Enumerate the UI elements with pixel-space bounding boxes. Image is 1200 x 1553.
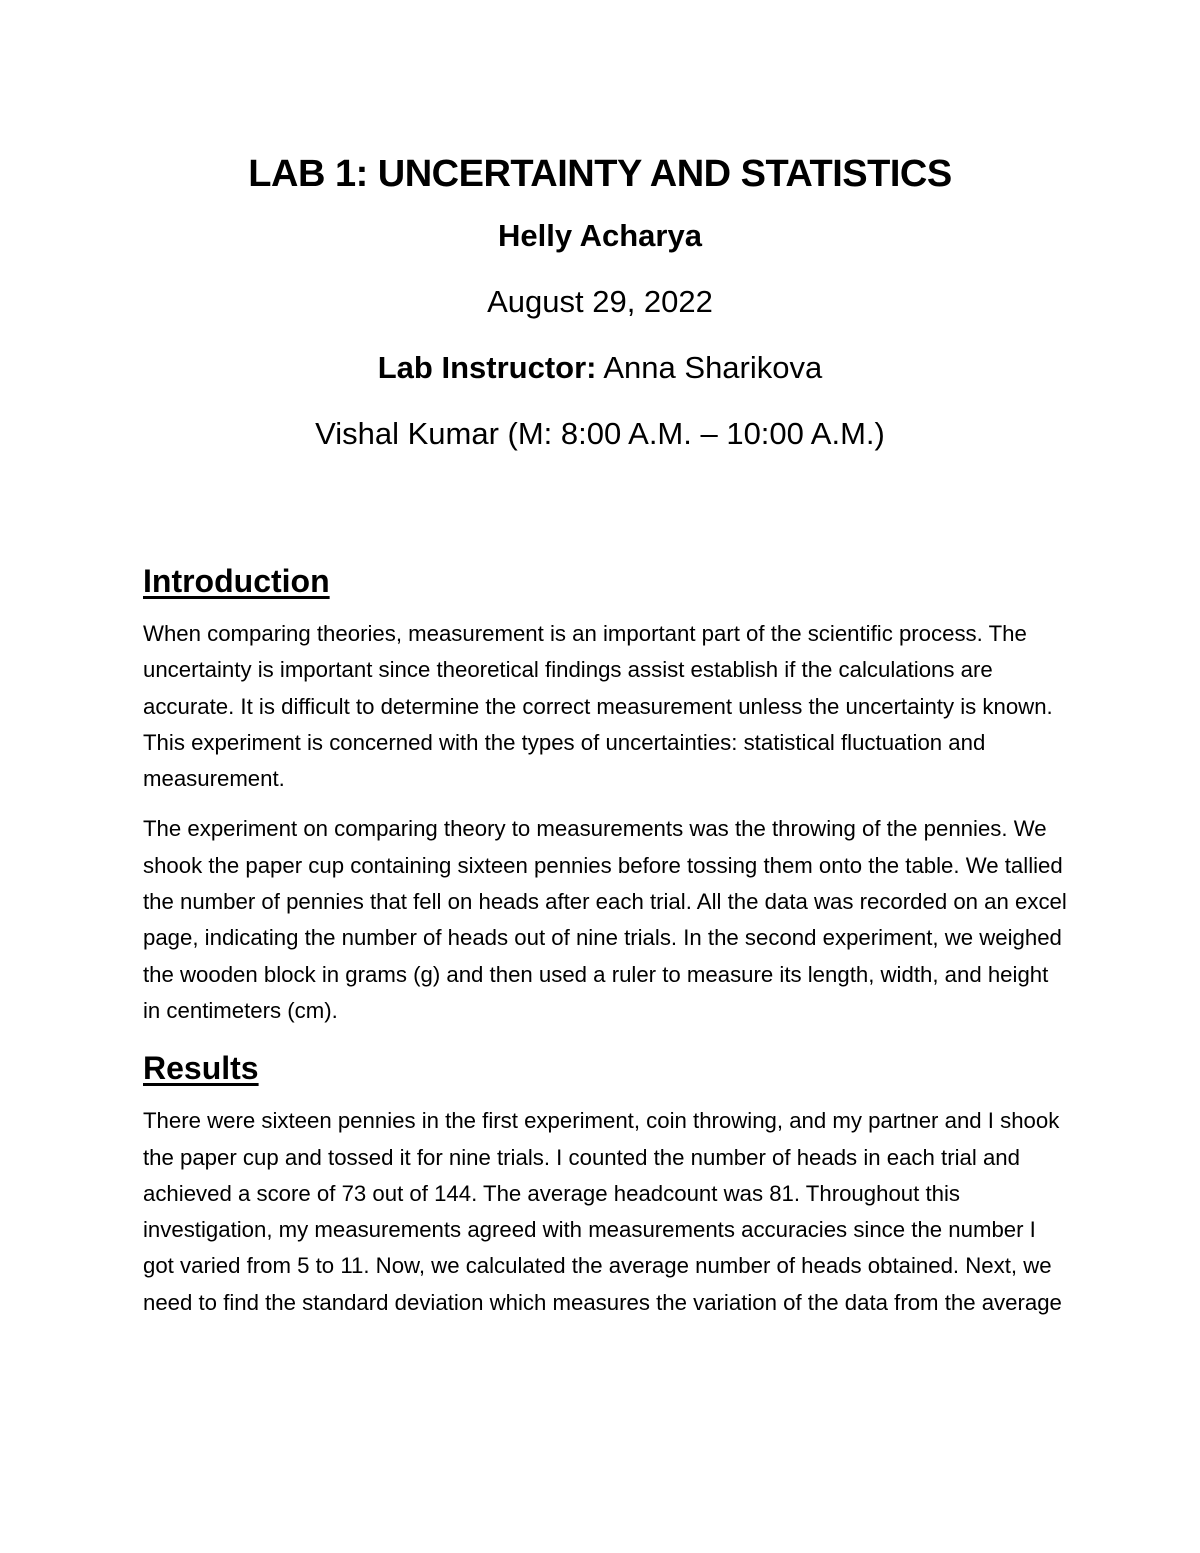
session-line: Vishal Kumar (M: 8:00 A.M. – 10:00 A.M.): [315, 416, 885, 451]
title-block: [0, 150, 1200, 454]
document-title: LAB 1: UNCERTAINTY AND STATISTICS: [248, 153, 952, 195]
document-body: [143, 560, 1068, 1321]
results-paragraph: There were sixteen pennies in the first experiment, coin throwing, and my partner and I shook the paper cup and tossed it for nine trials. I counted the number of heads in each trial and achieved a score of 73 out of 144. The average headcount was 81. Throughout this investigation, my measurements agreed with measurements accuracies since the number I got varied from 5 to 11. Now, we calculated the average number of heads obtained. Next, we need to find the standard deviation which measures the variation of the data from the average: [143, 1108, 1062, 1315]
introduction-paragraph: The experiment on comparing theory to measurements was the throwing of the pennies. We shook the paper cup containing sixteen pennies before tossing them onto the table. We tallied the number of pennies that fell on heads after each trial. All the data was recorded on an excel page, indicating the number of heads out of nine trials. In the second experiment, we weighed the wooden block in grams (g) and then used a ruler to measure its length, width, and height in centimeters (cm).: [143, 816, 1067, 1023]
instructor-label: Lab Instructor:: [377, 350, 597, 385]
introduction-paragraph: When comparing theories, measurement is an important part of the scientific process. The uncertainty is important since theoretical findings assist establish if the calculations are accurate. It is difficult to determine the correct measurement unless the uncertainty is known. This experiment is concerned with the types of uncertainties: statistical fluctuation and measurement.: [143, 621, 1053, 792]
introduction-heading: Introduction: [143, 563, 330, 599]
author-name: Helly Acharya: [498, 218, 702, 253]
instructor-line: [0, 348, 1200, 388]
document-date: August 29, 2022: [487, 284, 713, 319]
results-heading: Results: [143, 1050, 259, 1087]
instructor-name: Anna Sharikova: [603, 350, 823, 385]
